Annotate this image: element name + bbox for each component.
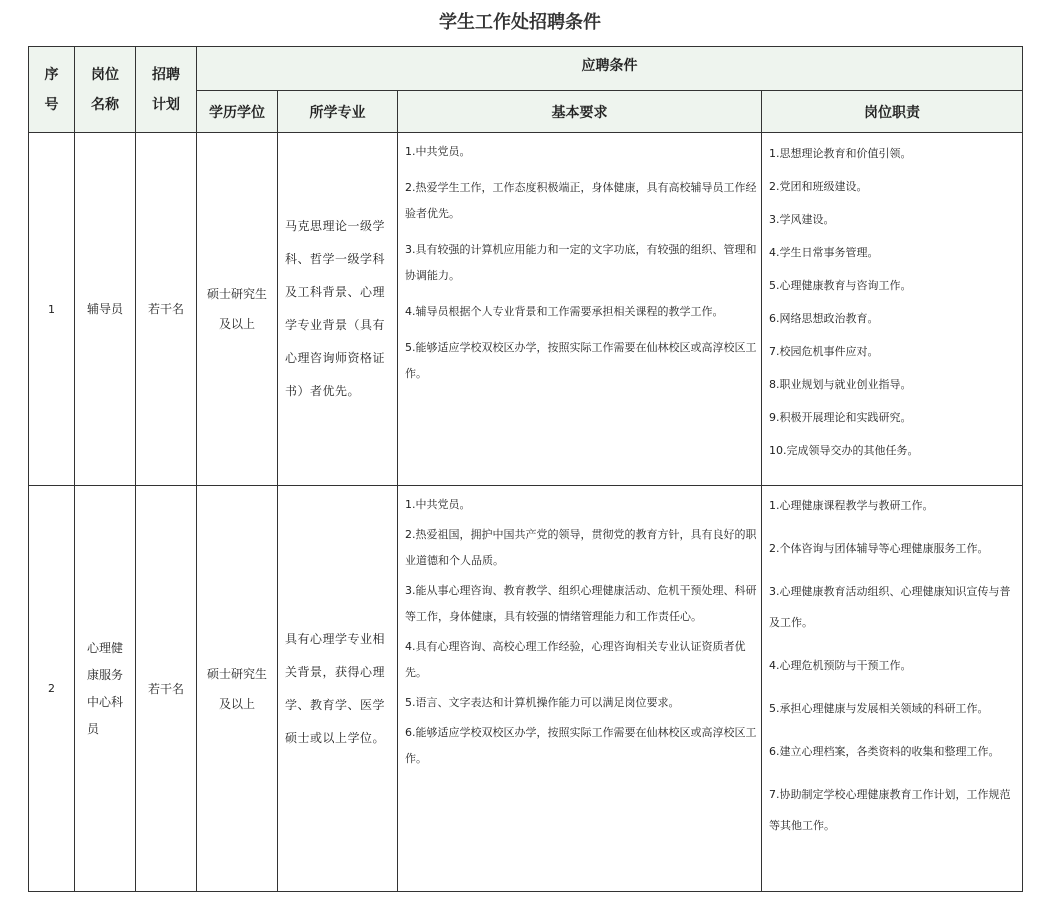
header-position: 岗位名称 — [75, 47, 136, 133]
duty-item: 4.学生日常事务管理。 — [769, 246, 879, 259]
header-duties: 岗位职责 — [762, 91, 1023, 133]
requirement-item: 5.语言、文字表达和计算机操作能力可以满足岗位要求。 — [405, 696, 680, 709]
row-duties — [762, 133, 1023, 486]
row-seq: 1 — [29, 133, 75, 486]
requirement-item: 2.热爱祖国，拥护中国共产党的领导，贯彻党的教育方针，具有良好的职业道德和个人品质。 — [405, 528, 757, 567]
header-seq: 序号 — [29, 47, 75, 133]
duty-item: 3.心理健康教育活动组织、心理健康知识宣传与普及工作。 — [769, 585, 1011, 629]
duty-item: 2.个体咨询与团体辅导等心理健康服务工作。 — [769, 542, 989, 555]
row-position: 辅导员 — [75, 133, 136, 486]
row-plan: 若干名 — [136, 486, 197, 892]
requirement-item: 2.热爱学生工作，工作态度积极端正，身体健康，具有高校辅导员工作经验者优先。 — [405, 181, 757, 220]
duty-item: 7.校园危机事件应对。 — [769, 345, 879, 358]
header-major: 所学专业 — [278, 91, 398, 133]
duty-item: 8.职业规划与就业创业指导。 — [769, 378, 912, 391]
duty-item: 5.心理健康教育与咨询工作。 — [769, 279, 912, 292]
duty-item: 7.协助制定学校心理健康教育工作计划，工作规范等其他工作。 — [769, 788, 1011, 832]
duty-item: 6.网络思想政治教育。 — [769, 312, 879, 325]
header-requirements: 基本要求 — [398, 91, 762, 133]
requirement-item: 3.具有较强的计算机应用能力和一定的文字功底，有较强的组织、管理和协调能力。 — [405, 243, 757, 282]
requirement-item: 1.中共党员。 — [405, 498, 471, 511]
row-major: 具有心理学专业相关背景，获得心理学、教育学、医学硕士或以上学位。 — [278, 486, 398, 892]
duty-item: 3.学风建设。 — [769, 213, 835, 226]
requirement-item: 4.辅导员根据个人专业背景和工作需要承担相关课程的教学工作。 — [405, 305, 724, 318]
row-seq: 2 — [29, 486, 75, 892]
row-degree: 硕士研究生及以上 — [197, 133, 278, 486]
requirement-item: 1.中共党员。 — [405, 145, 471, 158]
duty-item: 5.承担心理健康与发展相关领域的科研工作。 — [769, 702, 989, 715]
header-degree: 学历学位 — [197, 91, 278, 133]
header-plan: 招聘计划 — [136, 47, 197, 133]
row-duties — [762, 486, 1023, 892]
duty-item: 10.完成领导交办的其他任务。 — [769, 444, 919, 457]
row-major: 马克思理论一级学科、哲学一级学科及工科背景、心理学专业背景（具有心理咨询师资格证书）者优先。 — [278, 133, 398, 486]
requirement-item: 6.能够适应学校双校区办学，按照实际工作需要在仙林校区或高淳校区工作。 — [405, 726, 757, 765]
requirement-item: 3.能从事心理咨询、教育教学、组织心理健康活动、危机干预处理、科研等工作，身体健康，具有较强的情绪管理能力和工作责任心。 — [405, 584, 757, 623]
page-title: 学生工作处招聘条件 — [439, 12, 601, 33]
row-position: 心理健康服务中心科员 — [75, 486, 136, 892]
row-degree: 硕士研究生及以上 — [197, 486, 278, 892]
duty-item: 2.党团和班级建设。 — [769, 180, 868, 193]
requirement-item: 4.具有心理咨询、高校心理工作经验，心理咨询相关专业认证资质者优先。 — [405, 640, 746, 679]
duty-item: 1.心理健康课程教学与教研工作。 — [769, 499, 934, 512]
duty-item: 9.积极开展理论和实践研究。 — [769, 411, 912, 424]
row-plan: 若干名 — [136, 133, 197, 486]
header-conditions: 应聘条件 — [197, 47, 1023, 91]
table-row — [29, 486, 1023, 892]
duty-item: 4.心理危机预防与干预工作。 — [769, 659, 912, 672]
recruitment-table — [28, 46, 1023, 892]
table-row — [29, 133, 1023, 486]
duty-item: 6.建立心理档案，各类资料的收集和整理工作。 — [769, 745, 1000, 758]
duty-item: 1.思想理论教育和价值引领。 — [769, 147, 912, 160]
requirement-item: 5.能够适应学校双校区办学，按照实际工作需要在仙林校区或高淳校区工作。 — [405, 341, 757, 380]
row-requirements — [398, 133, 762, 486]
row-requirements — [398, 486, 762, 892]
